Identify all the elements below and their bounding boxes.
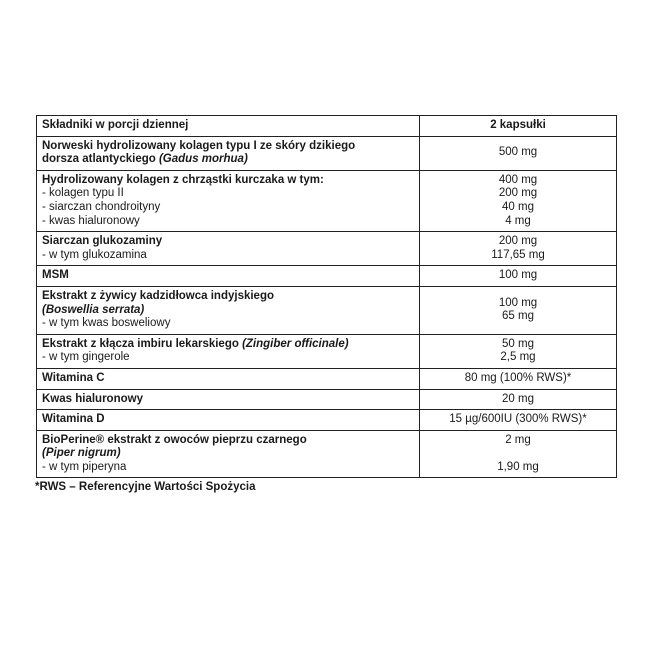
ingredient-name: Kwas hialuronowy [37,389,420,410]
ingredient-cell [37,334,420,368]
amount-value: 65 mg [502,310,534,323]
amount-cell [420,430,617,478]
sub-ingredient: - siarczan chondroityny [42,200,161,213]
amount-cell: 80 mg (100% RWS)* [420,368,617,389]
amount-spacer [425,447,611,461]
amount-cell: 20 mg [420,389,617,410]
latin-name: (Boswellia serrata) [42,303,145,316]
table-row [37,286,617,334]
ingredient-name: BioPerine® ekstrakt z owoców pieprzu czarnego [42,433,307,446]
header-serving: 2 kapsułki [420,116,617,137]
ingredient-cell [37,136,420,170]
latin-name: (Zingiber officinale) [242,337,349,350]
amount-value: 4 mg [505,214,531,227]
ingredient-name: Hydrolizowany kolagen z chrząstki kurczaka w tym: [42,173,324,186]
ingredient-name: Norweski hydrolizowany kolagen typu I ze skóry dzikiego [42,139,356,152]
table-header-row [37,116,617,137]
ingredient-name: Siarczan glukozaminy [42,235,163,248]
ingredient-cell [37,430,420,478]
sub-ingredient: - w tym piperyna [42,460,127,473]
sub-ingredient: - w tym gingerole [42,351,130,364]
amount-value: 200 mg [498,235,538,248]
table-row [37,410,617,431]
header-ingredients: Składniki w porcji dziennej [37,116,420,137]
latin-name: (Gadus morhua) [158,153,248,166]
table-row [37,389,617,410]
sub-ingredient: - w tym kwas bosweliowy [42,317,171,330]
amount-value: 40 mg [502,200,534,213]
supplement-facts [36,115,616,493]
amount-value: 50 mg [502,337,534,350]
amount-value: 117,65 mg [491,248,545,261]
table-row [37,334,617,368]
amount-value: 1,90 mg [497,460,539,473]
sub-ingredient: - w tym glukozamina [42,248,147,261]
ingredient-name-cont: dorsza atlantyckiego (Gadus morhua) [42,153,248,166]
table-row [37,136,617,170]
ingredient-cell [37,170,420,231]
ingredient-cell [37,286,420,334]
footnote: *RWS – Referencyjne Wartości Spożycia [35,481,256,494]
sub-ingredient: - kwas hialuronowy [42,214,140,227]
table-row [37,232,617,266]
amount-cell [420,286,617,334]
amount-cell: 500 mg [420,136,617,170]
amount-value: 2,5 mg [500,351,536,364]
latin-name: (Piper nigrum) [42,447,121,460]
sub-ingredient: - kolagen typu II [42,187,124,200]
ingredient-name: Ekstrakt z żywicy kadzidłowca indyjskiego [42,289,275,302]
amount-value: 200 mg [498,187,538,200]
amount-cell [420,232,617,266]
table-row [37,266,617,287]
ingredient-name: Witamina D [37,410,420,431]
amount-value: 400 mg [498,173,538,186]
ingredients-table [36,115,617,478]
ingredient-name: Ekstrakt z kłącza imbiru lekarskiego (Zingiber officinale) [42,337,349,350]
amount-cell [420,170,617,231]
amount-cell [420,334,617,368]
ingredient-cell [37,232,420,266]
table-row [37,368,617,389]
amount-value: 100 mg [498,296,538,309]
ingredient-name: MSM [37,266,420,287]
table-row [37,430,617,478]
amount-value: 2 mg [505,433,531,446]
amount-cell: 15 µg/600IU (300% RWS)* [420,410,617,431]
amount-cell: 100 mg [420,266,617,287]
table-row [37,170,617,231]
ingredient-name: Witamina C [37,368,420,389]
